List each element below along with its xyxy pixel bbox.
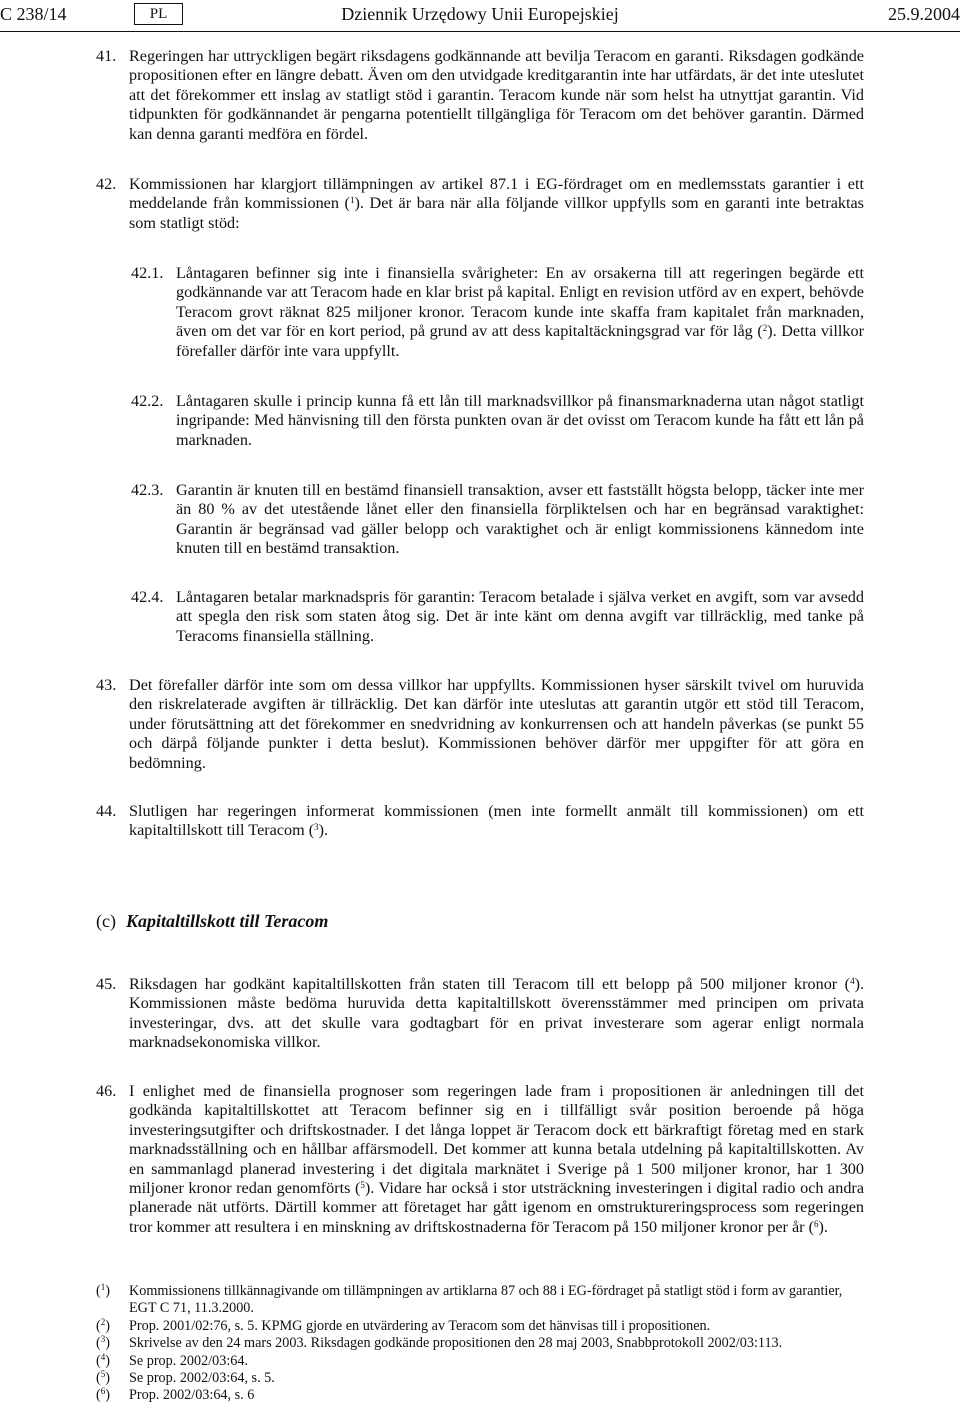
footnote-marker: ($^3$): [96, 1334, 110, 1352]
paragraph-number: 42.3.: [131, 481, 164, 499]
footnote-ref: 2: [762, 323, 768, 334]
footnote-text: Se prop. 2002/03:64, s. 5.: [129, 1370, 275, 1387]
footnote-text: Skrivelse av den 24 mars 2003. Riksdagen godkände propositionen den 28 maj 2003, Snabbprotokoll 2002/03:113.: [129, 1335, 783, 1352]
paragraph-44: [96, 802, 864, 841]
paragraph-number: 42.: [96, 175, 117, 193]
paragraph-text: [129, 1082, 864, 1237]
paragraph-number: 45.: [96, 975, 117, 993]
page-header: [0, 2, 960, 28]
paragraph-45: [96, 975, 864, 1053]
paragraph-number: 42.2.: [131, 392, 164, 410]
paragraph-number: 43.: [96, 676, 117, 694]
footnote-number: 6: [100, 1386, 106, 1397]
paragraph-42-3: [131, 481, 864, 559]
paragraph-text: Det förefaller därför inte som om dessa villkor har uppfyllts. Kommissionen hyser särskilt tvivel om huruvida den riskrelaterade avgiften är tillräcklig. Det kan därför inte uteslutas att garantin utgör ett stöd till Teracom, under förutsättning att det förekommer en snedvridning av konkurrensen och att handeln påverkas (se punkt 55 och därpå följande punkter i detta beslut). Kommissionen behöver därför mer uppgifter för att göra en bedömning.: [129, 676, 864, 772]
footnote-ref: 4: [850, 976, 855, 986]
footnote-ref: 5: [360, 1180, 365, 1191]
footnote: [96, 1335, 864, 1352]
paragraph-number: 41.: [96, 47, 117, 65]
text-segment: ).: [818, 1217, 828, 1236]
footnote-marker: ($^4$): [96, 1351, 110, 1369]
text-segment: ). Detta villkor förefaller därför inte vara uppfyllt.: [176, 322, 865, 360]
paragraph-46: [96, 1082, 864, 1237]
paragraph-text: [129, 975, 864, 1053]
paragraph-42: [96, 175, 864, 233]
footnote-text: Prop. 2002/03:64, s. 6: [129, 1387, 255, 1404]
text-segment: ). Det är bara när alla följande villkor uppfylls som en garanti inte betraktas som statligt stöd:: [129, 194, 864, 232]
footnote: [96, 1387, 864, 1404]
paragraph-42-1: [131, 264, 864, 361]
language-box: PL: [134, 3, 183, 25]
paragraph-number: 42.4.: [131, 588, 164, 606]
footnote-marker: ($^2$): [96, 1316, 110, 1334]
footnote-number: 3: [100, 1334, 106, 1345]
text-segment: ). Kommissionen måste bedöma huruvida detta kapitaltillskott överensstämmer med principen om privata investeringar, dvs. att det skulle vara godtagbart för en privat investerare som agerar enligt normala marknadsekonomiska villkor.: [129, 975, 864, 1052]
footnote: [96, 1318, 864, 1335]
paragraph-41: [96, 47, 864, 144]
footnote-number: 5: [100, 1369, 106, 1380]
footnote-ref: 1: [349, 195, 355, 206]
footnote-marker: ($^6$): [96, 1386, 110, 1404]
footnote-number: 1: [100, 1282, 106, 1292]
journal-title: Dziennik Urzędowy Unii Europejskiej: [341, 4, 619, 24]
footnote: [96, 1353, 864, 1370]
footnote-text: Se prop. 2002/03:64.: [129, 1352, 249, 1369]
footnote-marker: ($^1$): [96, 1282, 110, 1299]
section-mark: (c): [96, 911, 116, 931]
footnote-number: 4: [100, 1351, 106, 1362]
text-segment: Riksdagen har godkänt kapitaltillskotten från staten till Teracom till ett belopp på 500 miljoner kronor (: [129, 975, 851, 993]
paragraph-number: 46.: [96, 1082, 117, 1100]
paragraph-text: Låntagaren skulle i princip kunna få ett lån till marknadsvillkor på finansmarknaderna utan något statligt ingripande: Med hänvisning till den första punkten ovan är det ovisst om Teracom kunde ha fått ett lån på marknaden.: [176, 392, 864, 449]
footnotes: [96, 1283, 864, 1405]
footnote-number: 2: [100, 1316, 106, 1327]
header-rule: [0, 31, 960, 32]
text-segment: ). Vidare har också i stor utsträckning investeringen i digital radio och andra planerade nät utförts. Därtill kommer att företaget har gått igenom en omstruktureringsprocess som regeringen tror kommer att resultera i en minskning av driftskostnaderna för Teracom på 150 miljoner kronor per år (: [129, 1179, 864, 1236]
paragraph-number: 42.1.: [131, 264, 164, 282]
page-reference: C 238/14: [0, 4, 67, 24]
paragraph-number: 44.: [96, 802, 117, 820]
paragraph-text: Låntagaren betalar marknadspris för garantin: Teracom betalade i själva verket en avgift, som var avsedd att spegla den risk som staten åtog sig. Det är inte känt om denna avgift var tillräcklig, med tanke på Teracoms finansiella ställning.: [176, 588, 864, 645]
footnote: [96, 1370, 864, 1387]
publication-date: 25.9.2004: [888, 4, 960, 24]
paragraph-text: Garantin är knuten till en bestämd finansiell transaktion, avser ett fastställt högsta belopp, täcker inte mer än 80 % av det utestående lånet eller den finansiella förpliktelsen och har en begränsad varaktighet: Garantin är begränsad vad gäller belopp och varaktighet och är enligt kommissionens kännedom inte knuten till en bestämd transaktion.: [176, 481, 864, 558]
paragraph-text: [129, 802, 864, 841]
text-segment: I enlighet med de finansiella prognoser som regeringen lade fram i propositionen är anledningen till det godkända kapitaltillskottet att Teracom befinner sig en i tillfälligt svår position beroende på höga investeringsutgifter och driftskostnader. I det långa loppet är Teracom dock ett bärkraftigt företag med en stark marknadsställning och en hållbar affärsmodell. Det kommer att kunna betala utdelning på kapitaltillskotten. Av en sammanlagd planerad investering i det digitala marknätet i Sverige på 1 500 miljoner kronor, har 1 300 miljoner kronor redan genomförts (: [129, 1082, 864, 1198]
footnote-text: Prop. 2001/02:76, s. 5. KPMG gjorde en utvärdering av Teracom som det hänvisas till i propositionen.: [129, 1317, 711, 1334]
text-segment: Låntagaren befinner sig inte i finansiella svårigheter: En av orsakerna till att regeringen begärde ett godkännande var att Teracom hade en klar brist på kapital. Enligt en revision utförd av en expert, behövde Teracom grovt räknat 825 miljoner kronor. Teracom kunde inte skaffa fram kapitalet från marknaden, även om det var för en kort period, på grund av att dess kapitaltäckningsgrad var för låg (: [176, 264, 864, 341]
paragraph-43: [96, 676, 864, 773]
text-segment: Slutligen har regeringen informerat kommissionen (men inte formellt anmält till kommissionen) om ett kapitaltillskott till Teracom (: [129, 802, 864, 840]
paragraph-text: Regeringen har uttryckligen begärt riksdagens godkännande att bevilja Teracom en garanti. Riksdagen godkände propositionen efter en längre debatt. Även om den utvidgade kreditgarantin inte har utfärdats, är det inte uteslutet att det förekommer ett inslag av statligt stöd i garantin. Teracom kunde när som helst ha utnyttjat garantin. Vid tidpunkten för godkännandet är pengarna potentiellt tillgängliga för Teracom om det behöver garantin. Därmed kan denna garanti medföra en fördel.: [129, 47, 864, 143]
footnote-ref: 3: [314, 822, 319, 833]
text-segment: ).: [318, 821, 329, 840]
footnote-text: Kommissionens tillkännagivande om tillämpningen av artiklarna 87 och 88 i EG-fördraget på statligt stöd i form av garantier, EGT C 71, 11.3.2000.: [129, 1283, 843, 1317]
footnote: [96, 1283, 864, 1318]
text-segment: Kommissionen har klargjort tillämpningen av artikel 87.1 i EG-fördraget om en medlemsstats garantier i ett meddelande från kommissionen (: [129, 175, 864, 213]
paragraph-42-4: [131, 588, 864, 646]
paragraph-42-2: [131, 392, 864, 450]
paragraph-text: [129, 175, 864, 233]
section-title: Kapitaltillskott till Teracom: [125, 911, 329, 931]
footnote-ref: 6: [813, 1218, 819, 1229]
section-heading: [96, 910, 328, 932]
paragraph-text: [176, 264, 864, 361]
footnote-marker: ($^5$): [96, 1369, 110, 1387]
